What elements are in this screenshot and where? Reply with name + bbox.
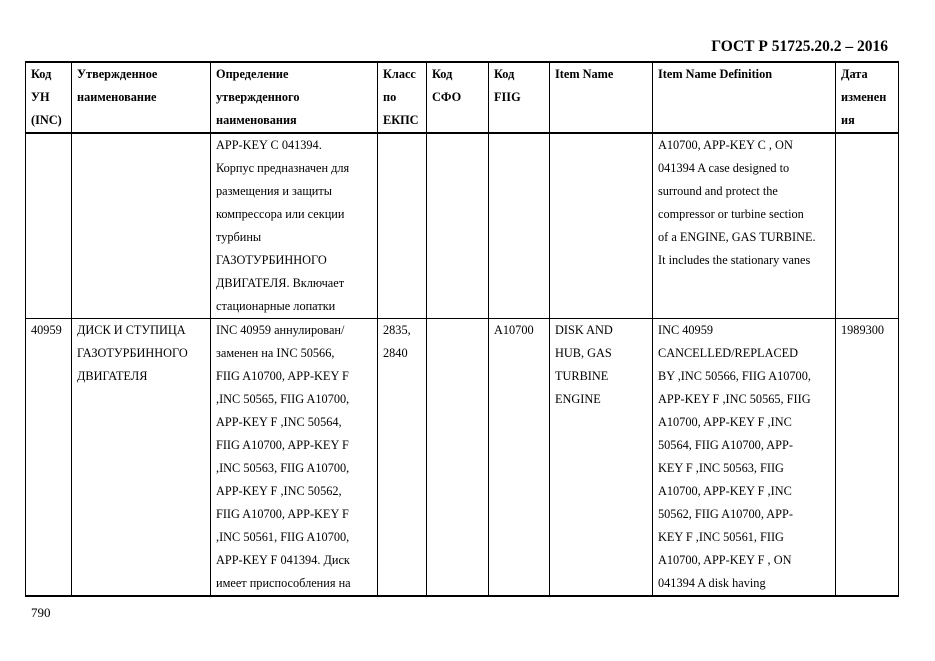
cell-text-line: 2835, xyxy=(383,323,411,337)
header-text-line: ия xyxy=(841,113,855,127)
header-text-line: изменен xyxy=(841,90,887,104)
header-text-line: Код xyxy=(432,67,453,81)
cell-text-line: ДВИГАТЕЛЯ. Включает xyxy=(216,276,345,290)
header-text-line: СФО xyxy=(432,90,462,104)
cell-text-line: APP-KEY F ,INC 50562, xyxy=(216,484,342,498)
header-change-date xyxy=(836,62,899,133)
cell-text-line: APP-KEY F ,INC 50565, FIIG xyxy=(658,392,811,406)
cell-fiig-code xyxy=(489,133,550,319)
header-text-line: ЕКПС xyxy=(383,113,419,127)
header-text-line: Код xyxy=(31,67,52,81)
header-text-line: по xyxy=(383,90,397,104)
cell-text-line: A10700, APP-KEY F ,INC xyxy=(658,415,792,429)
cell-change-date xyxy=(836,319,899,597)
cell-name-definition-ru xyxy=(211,319,378,597)
cell-text-line: ГАЗОТУРБИННОГО xyxy=(216,253,327,267)
header-approved-name xyxy=(72,62,211,133)
header-text-line: Утвержденное xyxy=(77,67,158,81)
cell-item-name-definition xyxy=(653,319,836,597)
cell-item-name-definition xyxy=(653,133,836,319)
cell-text-line: A10700 xyxy=(494,323,534,337)
header-text-line: УН xyxy=(31,90,50,104)
cell-text-line: FIIG A10700, APP-KEY F xyxy=(216,507,349,521)
header-name-definition-ru xyxy=(211,62,378,133)
header-item-name-definition xyxy=(653,62,836,133)
cell-fiig-code xyxy=(489,319,550,597)
header-text-line: Дата xyxy=(841,67,868,81)
cell-text-line: ДВИГАТЕЛЯ xyxy=(77,369,148,383)
header-text-line: Item Name Definition xyxy=(658,67,773,81)
cell-text-line: ,INC 50565, FIIG A10700, xyxy=(216,392,350,406)
cell-text-line: 1989300 xyxy=(841,323,885,337)
cell-text-line: FIIG A10700, APP-KEY F xyxy=(216,369,349,383)
cell-text-line: A10700, APP-KEY F , ON xyxy=(658,553,792,567)
header-text-line: (INC) xyxy=(31,113,62,127)
cell-text-line: ГАЗОТУРБИННОГО xyxy=(77,346,188,360)
header-text-line: Определение xyxy=(216,67,289,81)
header-text-line: Класс xyxy=(383,67,416,81)
header-fiig-code xyxy=(489,62,550,133)
cell-text-line: HUB, GAS xyxy=(555,346,612,360)
header-text-line: Код xyxy=(494,67,515,81)
catalog-table xyxy=(25,61,899,597)
cell-text-line: CANCELLED/REPLACED xyxy=(658,346,799,360)
header-text-line: наименования xyxy=(216,113,297,127)
cell-text-line: ДИСК И СТУПИЦА xyxy=(77,323,186,337)
cell-text-line: APP-KEY F ,INC 50564, xyxy=(216,415,342,429)
cell-text-line: ENGINE xyxy=(555,392,601,406)
table-row xyxy=(26,319,899,597)
document-title: ГОСТ Р 51725.20.2 – 2016 xyxy=(711,38,888,55)
cell-text-line: стационарные лопатки xyxy=(216,299,336,313)
cell-ekps-class xyxy=(378,133,427,319)
cell-text-line: 041394 A disk having xyxy=(658,576,766,590)
cell-change-date xyxy=(836,133,899,319)
header-ekps-class xyxy=(378,62,427,133)
cell-name-definition-ru xyxy=(211,133,378,319)
cell-text-line: KEY F ,INC 50563, FIIG xyxy=(658,461,784,475)
cell-text-line: 2840 xyxy=(383,346,408,360)
cell-text-line: Корпус предназначен для xyxy=(216,161,350,175)
cell-text-line: ,INC 50561, FIIG A10700, xyxy=(216,530,350,544)
cell-approved-name xyxy=(72,319,211,597)
table-row xyxy=(26,133,899,319)
cell-text-line: It includes the stationary vanes xyxy=(658,253,811,267)
cell-text-line: ,INC 50563, FIIG A10700, xyxy=(216,461,350,475)
header-text-line: FIIG xyxy=(494,90,521,104)
cell-item-name xyxy=(550,319,653,597)
header-sfo-code xyxy=(427,62,489,133)
cell-text-line: DISK AND xyxy=(555,323,613,337)
cell-text-line: of a ENGINE, GAS TURBINE. xyxy=(658,230,816,244)
cell-text-line: 041394 A case designed to xyxy=(658,161,790,175)
cell-text-line: APP-KEY C 041394. xyxy=(216,138,322,152)
cell-text-line: APP-KEY F 041394. Диск xyxy=(216,553,350,567)
cell-text-line: размещения и защиты xyxy=(216,184,333,198)
cell-text-line: 50562, FIIG A10700, APP- xyxy=(658,507,793,521)
cell-text-line: FIIG A10700, APP-KEY F xyxy=(216,438,349,452)
page-number: 790 xyxy=(31,605,51,620)
cell-text-line: INC 40959 аннулирован/ xyxy=(216,323,345,337)
cell-inc-code xyxy=(26,319,72,597)
cell-inc-code xyxy=(26,133,72,319)
cell-text-line: A10700, APP-KEY C , ON xyxy=(658,138,793,152)
cell-text-line: имеет приспособления на xyxy=(216,576,351,590)
cell-text-line: компрессора или секции xyxy=(216,207,345,221)
cell-text-line: A10700, APP-KEY F ,INC xyxy=(658,484,792,498)
cell-text-line: 40959 xyxy=(31,323,62,337)
cell-text-line: BY ,INC 50566, FIIG A10700, xyxy=(658,369,811,383)
cell-sfo-code xyxy=(427,319,489,597)
header-text-line: утвержденного xyxy=(216,90,300,104)
cell-text-line: TURBINE xyxy=(555,369,609,383)
cell-text-line: KEY F ,INC 50561, FIIG xyxy=(658,530,784,544)
cell-text-line: турбины xyxy=(216,230,262,244)
cell-text-line: 50564, FIIG A10700, APP- xyxy=(658,438,793,452)
cell-text-line: surround and protect the xyxy=(658,184,778,198)
cell-approved-name xyxy=(72,133,211,319)
cell-ekps-class xyxy=(378,319,427,597)
cell-text-line: INC 40959 xyxy=(658,323,713,337)
cell-text-line: заменен на INC 50566, xyxy=(216,346,335,360)
table-header-row xyxy=(26,62,899,133)
cell-text-line: compressor or turbine section xyxy=(658,207,804,221)
header-text-line: Item Name xyxy=(555,67,614,81)
header-inc-code xyxy=(26,62,72,133)
cell-sfo-code xyxy=(427,133,489,319)
cell-item-name xyxy=(550,133,653,319)
header-text-line: наименование xyxy=(77,90,157,104)
header-item-name xyxy=(550,62,653,133)
